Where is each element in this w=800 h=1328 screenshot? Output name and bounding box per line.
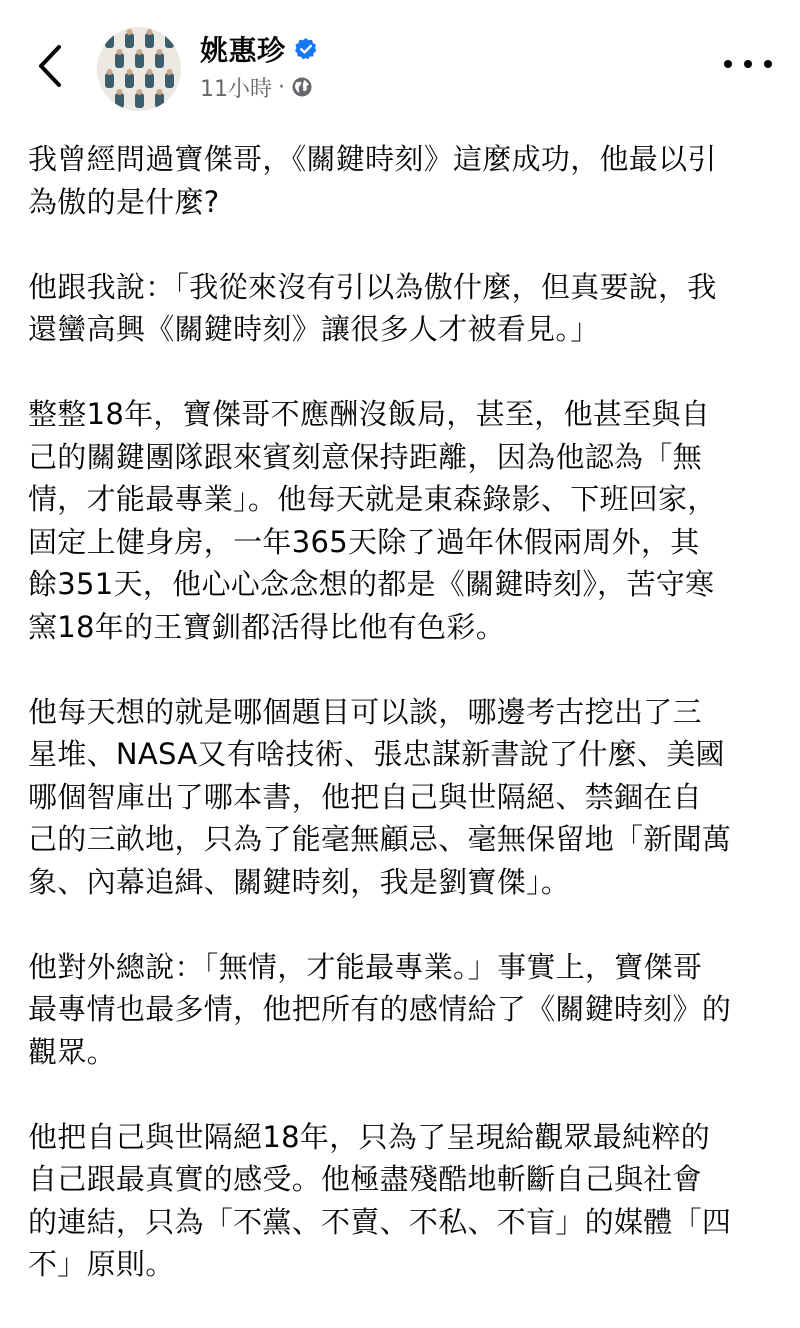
timestamp[interactable]: 11小時 xyxy=(200,76,272,102)
text-line: 我曾經問過寶傑哥，《關鍵時刻》這麼成功，他最以引 xyxy=(28,142,717,176)
more-options-button[interactable] xyxy=(724,52,772,76)
text-line: 自己跟最真實的感受。他極盡殘酷地斬斷自己與社會 xyxy=(28,1162,702,1196)
text-line: 不」原則。 xyxy=(28,1247,175,1281)
text-line: 固定上健身房，一年365天除了過年休假兩周外，其 xyxy=(28,524,700,559)
text-line: 情，才能最專業」。他每天就是東森錄影、下班回家， xyxy=(28,482,717,516)
text-line: 己的關鍵團隊跟來賓刻意保持距離，因為他認為「無 xyxy=(28,439,702,474)
text-line: 觀眾。 xyxy=(28,1034,116,1069)
post-header xyxy=(0,0,800,130)
text-line: 的連結，只為「不黨、不賣、不私、不盲」的媒體「四 xyxy=(28,1204,732,1239)
paragraph xyxy=(28,691,778,904)
meta-separator: · xyxy=(278,74,285,100)
avatar[interactable] xyxy=(97,27,181,111)
text-line: 象、內幕追緝、關鍵時刻，我是劉寶傑」。 xyxy=(28,864,571,899)
text-line: 他把自己與世隔絕18年，只為了呈現給觀眾最純粹的 xyxy=(28,1119,711,1154)
author-block xyxy=(200,30,318,102)
text-line: 己的三畝地，只為了能毫無顧忌、毫無保留地「新聞萬 xyxy=(28,822,732,856)
back-button[interactable] xyxy=(28,40,72,92)
paragraph xyxy=(28,393,778,648)
more-dot xyxy=(744,60,752,68)
more-dot xyxy=(724,60,732,68)
text-line: 最專情也最多情，他把所有的感情給了《關鍵時刻》的 xyxy=(28,992,732,1026)
text-line: 他跟我說：「我從來沒有引以為傲什麼，但真要說，我 xyxy=(28,269,717,304)
post-meta xyxy=(200,72,318,102)
text-line: 還蠻高興《關鍵時刻》讓很多人才被看見。」 xyxy=(28,312,600,346)
text-line: 他對外總說：「無情，才能最專業。」事實上，寶傑哥 xyxy=(28,949,703,984)
text-line: 星堆、NASA又有啥技術、張忠謀新書說了什麼、美國 xyxy=(28,737,725,771)
text-line: 哪個智庫出了哪本書，他把自己與世隔絕、禁錮在自 xyxy=(28,779,702,814)
paragraph xyxy=(28,1116,778,1286)
paragraph xyxy=(28,138,778,223)
text-line: 整整18年，寶傑哥不應酬沒飯局，甚至，他甚至與自 xyxy=(28,397,711,431)
paragraph xyxy=(28,946,778,1074)
more-dot xyxy=(764,60,772,68)
verified-badge-icon xyxy=(294,37,318,61)
paragraph xyxy=(28,266,778,351)
author-name[interactable]: 姚惠珍 xyxy=(200,34,286,67)
text-line: 窯18年的王寶釧都活得比他有色彩。 xyxy=(28,609,506,644)
post-text xyxy=(28,138,778,1328)
text-line: 他每天想的就是哪個題目可以談，哪邊考古挖出了三 xyxy=(28,694,702,729)
globe-icon xyxy=(291,76,313,98)
chevron-left-icon xyxy=(37,44,63,88)
text-line: 餘351天，他心心念念想的都是《關鍵時刻》，苦守寒 xyxy=(28,567,715,601)
text-line: 為傲的是什麼? xyxy=(28,184,220,219)
